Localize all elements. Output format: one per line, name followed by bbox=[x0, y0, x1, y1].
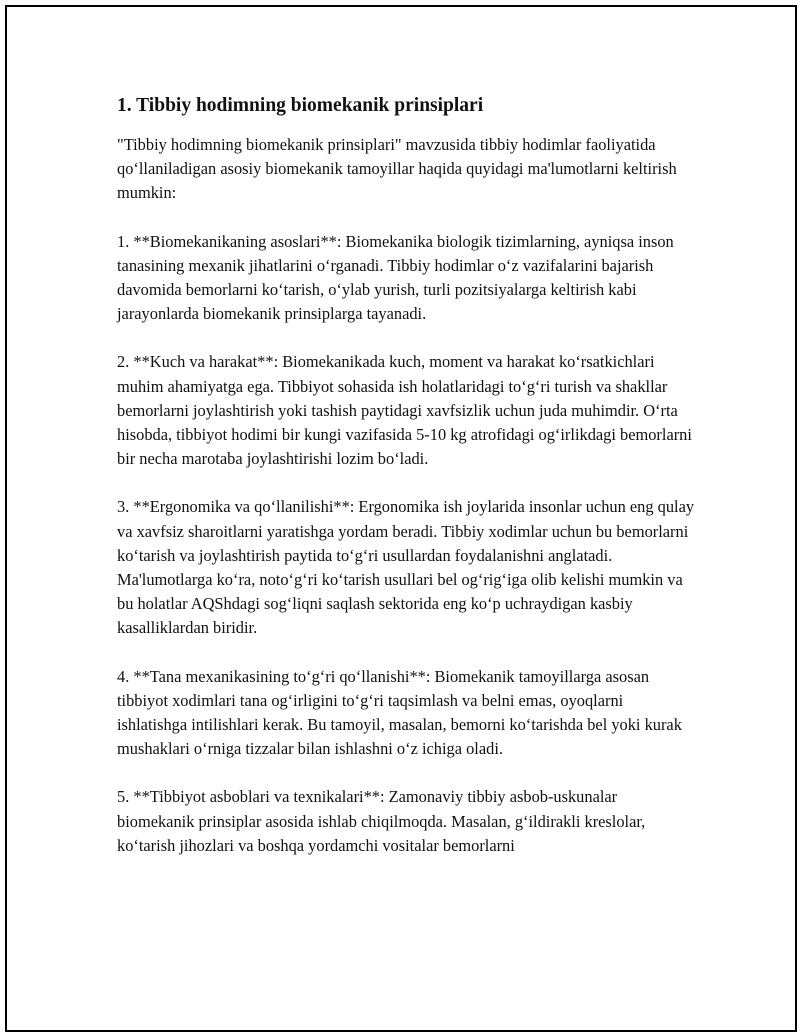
paragraph-body-mechanics: 4. **Tana mexanikasining to‘g‘ri qo‘llanishi**: Biomekanik tamoyillarga asosan tibbiyot xodimlari tana og‘irligini to‘g‘ri taqsimlash va belni emas, oyoqlarni ishlatishga intilishlari kerak. Bu tamoyil, masalan, bemorni ko‘tarishda bel yoki kurak mushaklari o‘rniga tizzalar bilan ishlashni o‘z ichiga oladi. bbox=[117, 666, 682, 759]
document-title: 1. Tibbiy hodimning biomekanik prinsiplari bbox=[117, 95, 484, 116]
paragraph-force-and-motion: 2. **Kuch va harakat**: Biomekanikada kuch, moment va harakat ko‘rsatkichlari muhim ahamiyatga ega. Tibbiyot sohasida ish holatlaridagi to‘g‘ri turish va shakllar bemorlarni joylashtirish yoki tashish paytidagi xavfsizlik uchun juda muhimdir. O‘rta hisobda, tibbiyot hodimi bir kungi vazifasida 5-10 kg atrofidagi og‘irlikdagi bemorlarni bir necha marotaba joylashtirishi lozim bo‘ladi. bbox=[117, 352, 692, 469]
document-body bbox=[117, 93, 697, 882]
paragraph-ergonomics: 3. **Ergonomika va qo‘llanilishi**: Ergonomika ish joylarida insonlar uchun eng qulay va xavfsiz sharoitlarni yaratishga yordam beradi. Tibbiy xodimlar uchun bu bemorlarni ko‘tarish va joylashtirish paytida to‘g‘ri usullardan foydalanishni anglatadi. Ma'lumotlarga ko‘ra, noto‘g‘ri ko‘tarish usullari bel og‘rig‘iga olib kelishi mumkin va bu holatlar AQShdagi sog‘liqni saqlash sektorida eng ko‘p uchraydigan kasbiy kasalliklardan biridir. bbox=[117, 497, 695, 638]
paragraph-biomechanics-basics: 1. **Biomekanikaning asoslari**: Biomekanika biologik tizimlarning, ayniqsa inson tanasining mexanik jihatlarini o‘rganadi. Tibbiy hodimlar o‘z vazifalarini bajarish davomida bemorlarni ko‘tarish, o‘ylab yurish, turli pozitsiyalarga keltirish kabi jarayonlarda biomekanik prinsiplarga tayanadi. bbox=[117, 231, 674, 324]
intro-paragraph: "Tibbiy hodimning biomekanik prinsiplari" mavzusida tibbiy hodimlar faoliyatida qo‘llaniladigan asosiy biomekanik tamoyillar haqida quyidagi ma'lumotlarni keltirish mumkin: bbox=[117, 135, 677, 203]
paragraph-medical-tools: 5. **Tibbiyot asboblari va texnikalari**: Zamonaviy tibbiy asbob-uskunalar biomekanik prinsiplar asosida ishlab chiqilmoqda. Masalan, g‘ildirakli kreslolar, ko‘tarish jihozlari va boshqa yordamchi vositalar bemorlarni bbox=[117, 787, 646, 855]
